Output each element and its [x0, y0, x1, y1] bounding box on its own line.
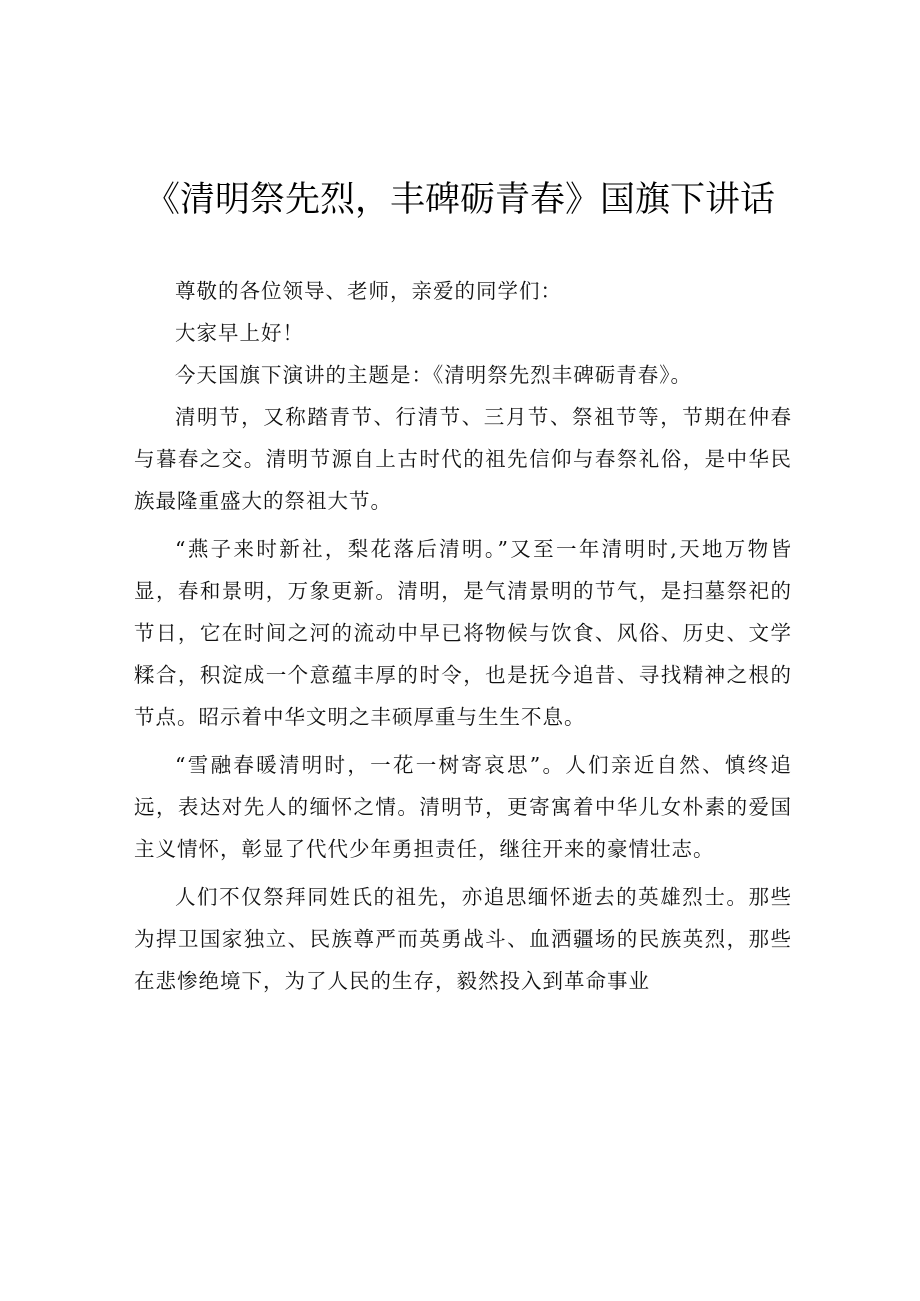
document-title: 《清明祭先烈，丰碑砺青春》国旗下讲话	[144, 180, 775, 220]
paragraph-greeting: 大家早上好！	[175, 321, 304, 345]
document-body	[134, 270, 792, 1002]
paragraph-qingming-intro: 清明节，又称踏青节、行清节、三月节、祭祖节等，节期在仲春与暮春之交。清明节源自上古时代的祖先信仰与春祭礼俗，是中华民族最隆重盛大的祭祖大节。	[134, 405, 792, 513]
paragraph-heroes: 人们不仅祭拜同姓氏的祖先，亦追思缅怀逝去的英雄烈士。那些为捍卫国家独立、民族尊严而英勇战斗、血洒疆场的民族英烈，那些在悲惨绝境下，为了人民的生存，毅然投入到革命事业	[134, 885, 792, 993]
paragraph-salutation: 尊敬的各位领导、老师，亲爱的同学们：	[175, 279, 562, 303]
paragraph-topic: 今天国旗下演讲的主题是：《清明祭先烈丰碑砺青春》。	[175, 363, 692, 387]
paragraph-snow-poem: “雪融春暖清明时，一花一树寄哀思”。人们亲近自然、慎终追远，表达对先人的缅怀之情。清明节，更寄寓着中华儿女朴素的爱国主义情怀，彰显了代代少年勇担责任，继往开来的豪情壮志。	[134, 753, 792, 861]
paragraph-swallow-poem: “燕子来时新社，梨花落后清明。”又至一年清明时,天地万物皆显，春和景明，万象更新。清明，是气清景明的节气，是扫墓祭祀的节日，它在时间之河的流动中早已将物候与饮食、风俗、历史、文学糅合，积淀成一个意蕴丰厚的时令，也是抚今追昔、寻找精神之根的节点。昭示着中华文明之丰硕厚重与生生不息。	[134, 537, 792, 729]
